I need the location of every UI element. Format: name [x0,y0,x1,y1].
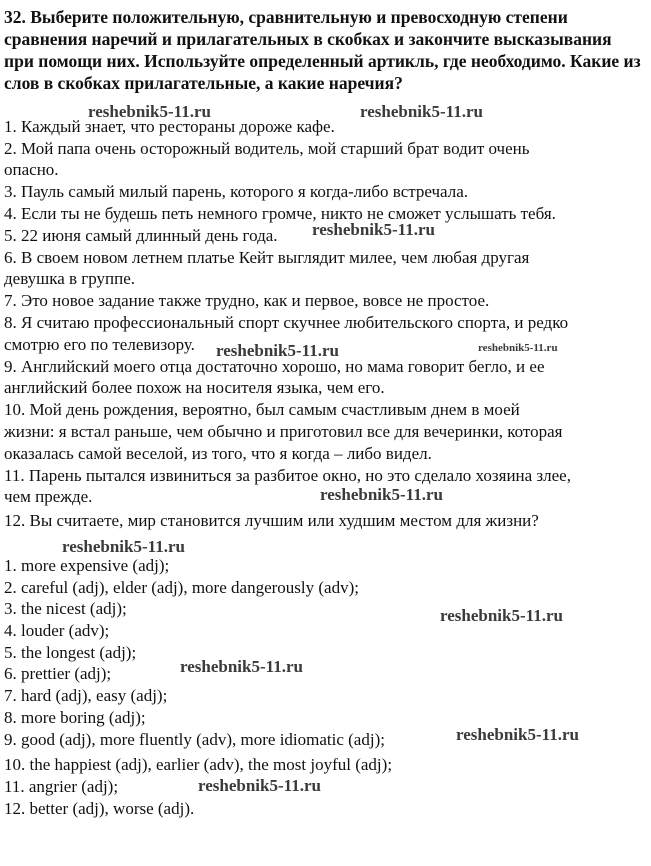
translation-line: оказалась самой веселой, из того, что я когда – либо видел. [4,444,432,463]
translation-line: 6. В своем новом летнем платье Кейт выглядит милее, чем любая другая [4,248,530,267]
answer-line: 8. more boring (adj); [4,708,146,727]
watermark-text: reshebnik5-11.ru [198,776,321,795]
answer-line: 4. louder (adv); [4,621,110,640]
answer-line: 6. prettier (adj); [4,664,112,683]
answer-line: 5. the longest (adj); [4,643,137,662]
translation-line: 12. Вы считаете, мир становится лучшим или худшим местом для жизни? [4,511,539,530]
translation-line: 8. Я считаю профессиональный спорт скучнее любительского спорта, и редко [4,313,569,332]
answer-line: 3. the nicest (adj); [4,599,127,618]
watermark-text: reshebnik5-11.ru [478,342,558,354]
answer-line: 12. better (adj), worse (adj). [4,799,195,818]
translation-line: 10. Мой день рождения, вероятно, был самым счастливым днем в моей [4,400,520,419]
translation-line: 7. Это новое задание также трудно, как и первое, вовсе не простое. [4,291,490,310]
translation-line: 11. Парень пытался извиниться за разбитое окно, но это сделало хозяина злее, [4,466,571,485]
task-title: 32. Выберите положительную, сравнительную и превосходную степени сравнения наречий и прилагательных в скобках и закончите высказывания при помощи них. Используйте определенный артикль, где необходимо. Какие из слов в скобках прилагательные, а какие наречия? [4,7,641,93]
translation-line: смотрю его по телевизору. [4,335,195,354]
translation-line: 3. Пауль самый милый парень, которого я когда-либо встречала. [4,182,469,201]
translation-line: английский более похож на носителя языка, чем его. [4,378,385,397]
translation-line: девушка в группе. [4,269,136,288]
translation-line: жизни: я встал раньше, чем обычно и приготовил все для вечеринки, которая [4,422,563,441]
watermark-text: reshebnik5-11.ru [88,102,211,121]
answer-line: 9. good (adj), more fluently (adv), more idiomatic (adj); [4,730,385,749]
translation-line: 4. Если ты не будешь петь немного громче, никто не сможет услышать тебя. [4,204,556,223]
answer-line: 1. more expensive (adj); [4,556,170,575]
watermark-text: reshebnik5-11.ru [62,537,185,556]
watermark-text: reshebnik5-11.ru [320,485,443,504]
watermark-text: reshebnik5-11.ru [456,725,579,744]
answer-line: 2. careful (adj), elder (adj), more dangerously (adv); [4,578,359,597]
watermark-text: reshebnik5-11.ru [216,341,339,360]
answer-line: 7. hard (adj), easy (adj); [4,686,168,705]
watermark-text: reshebnik5-11.ru [440,606,563,625]
watermark-text: reshebnik5-11.ru [360,102,483,121]
translation-line: 2. Мой папа очень осторожный водитель, мой старший брат водит очень [4,139,530,158]
answer-line: 11. angrier (adj); [4,777,119,796]
translation-line: 9. Английский моего отца достаточно хорошо, но мама говорит бегло, и ее [4,357,545,376]
translation-line: чем прежде. [4,487,93,506]
translation-line: 5. 22 июня самый длинный день года. [4,226,278,245]
translation-line: опасно. [4,160,59,179]
watermark-text: reshebnik5-11.ru [180,657,303,676]
answer-line: 10. the happiest (adj), earlier (adv), the most joyful (adj); [4,755,393,774]
translation-line: 1. Каждый знает, что рестораны дороже кафе. [4,117,335,136]
watermark-text: reshebnik5-11.ru [312,220,435,239]
